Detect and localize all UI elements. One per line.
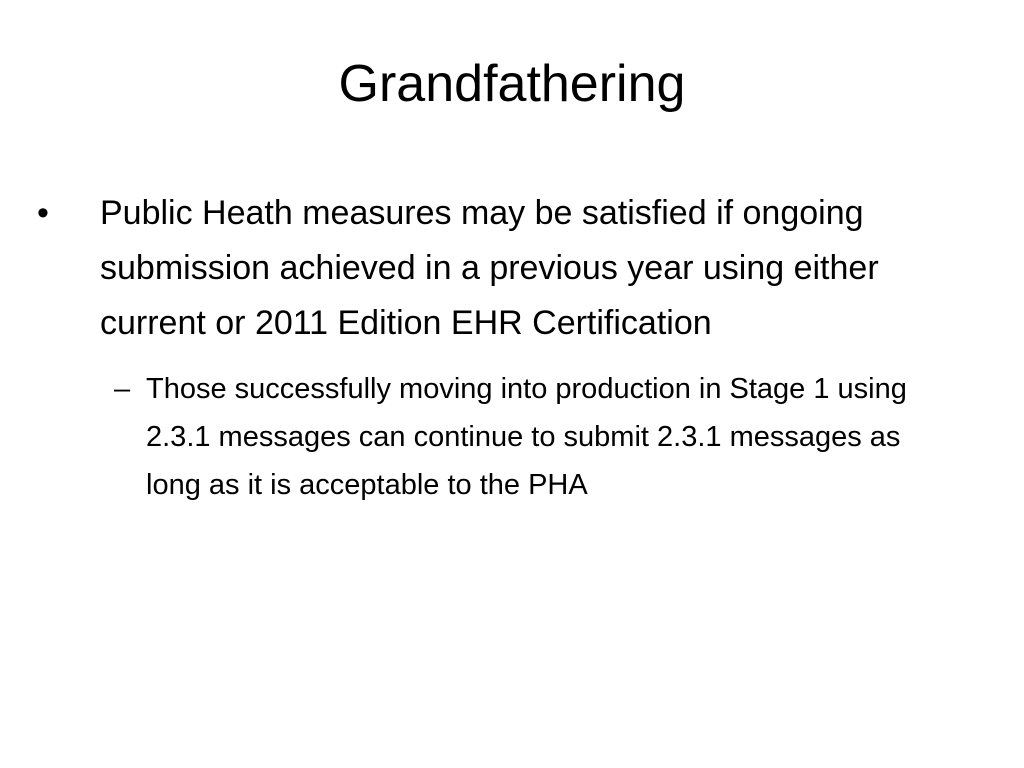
- sub-bullet-text: Those successfully moving into production in Stage 1 using 2.3.1 messages can continue to submit 2.3.1 messages as long as it is acceptable to the PHA: [146, 373, 907, 501]
- bullet-list: [37, 186, 960, 509]
- bullet-item: [37, 186, 960, 509]
- sub-bullet-list: [100, 365, 960, 509]
- sub-bullet-item: [114, 365, 960, 509]
- bullet-dot-icon: •: [37, 194, 49, 232]
- dash-icon: –: [114, 373, 131, 405]
- slide-title: Grandfathering: [338, 55, 686, 113]
- bullet-text: Public Heath measures may be satisfied if ongoing submission achieved in a previous year using either current or 2011 Edition EHR Certification: [100, 194, 879, 342]
